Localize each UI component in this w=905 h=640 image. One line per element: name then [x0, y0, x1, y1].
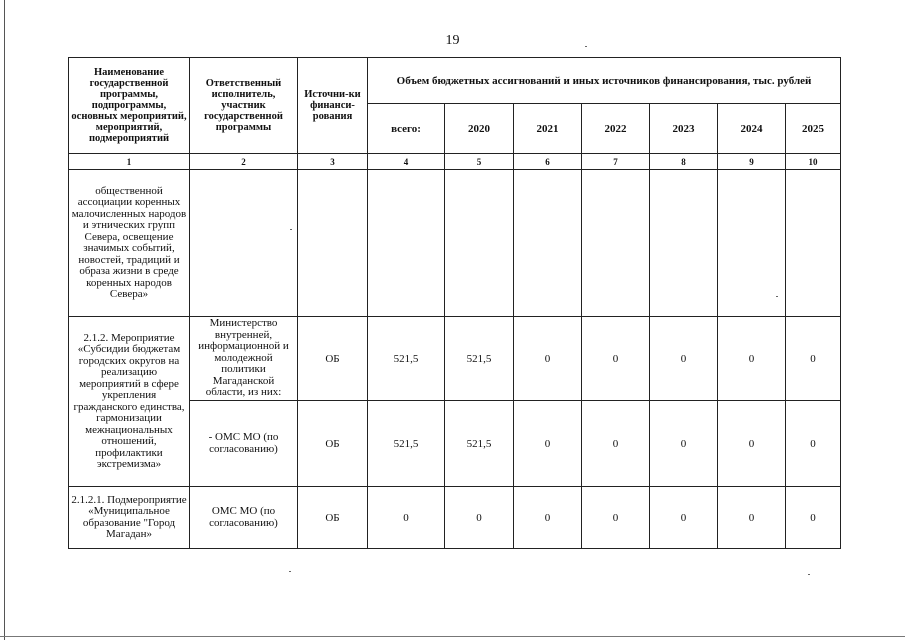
value-2025-cell: 0: [786, 487, 841, 549]
value-2023-cell: 0: [650, 401, 718, 487]
header-responsible: Ответственный исполнитель, участник государственной программы: [190, 58, 298, 154]
responsible-cell: Министерство внутренней, информационной и молодежной политики Магаданской области, из них:: [190, 317, 298, 401]
value-2023-cell: 0: [650, 487, 718, 549]
header-volume: Объем бюджетных ассигнований и иных источников финансирования, тыс. рублей: [368, 58, 841, 104]
row-name-cell: 2.1.2. Мероприятие «Субсидии бюджетам городских округов на реализацию мероприятий в сфере укрепления гражданского единства, гармонизации межнациональных отношений, профилактики экстремизма»: [69, 317, 190, 487]
header-year-2025: 2025: [786, 104, 841, 154]
index-cell: 8: [650, 154, 718, 170]
empty-cell: [298, 170, 368, 317]
index-cell: 10: [786, 154, 841, 170]
header-year-2023: 2023: [650, 104, 718, 154]
budget-table: [68, 57, 841, 549]
value-2021-cell: 0: [514, 401, 582, 487]
index-cell: 9: [718, 154, 786, 170]
table-row-2-1-2: [69, 317, 841, 401]
page-bottom-edge-rule: [0, 636, 905, 637]
responsible-cell: ОМС МО (по согласованию): [190, 487, 298, 549]
index-cell: 3: [298, 154, 368, 170]
index-cell: 5: [445, 154, 514, 170]
value-2023-cell: 0: [650, 317, 718, 401]
empty-cell: [368, 170, 445, 317]
value-2022-cell: 0: [582, 487, 650, 549]
value-2022-cell: 0: [582, 317, 650, 401]
header-year-total: всего:: [368, 104, 445, 154]
value-total-cell: 521,5: [368, 401, 445, 487]
value-2021-cell: 0: [514, 317, 582, 401]
table-row-2-1-2-1: [69, 487, 841, 549]
empty-cell: [514, 170, 582, 317]
empty-cell: [718, 170, 786, 317]
value-2025-cell: 0: [786, 401, 841, 487]
source-cell: ОБ: [298, 401, 368, 487]
column-index-row: [69, 154, 841, 170]
value-2020-cell: 521,5: [445, 317, 514, 401]
value-2024-cell: 0: [718, 401, 786, 487]
index-cell: 7: [582, 154, 650, 170]
header-row-1: [69, 58, 841, 104]
responsible-cell: - ОМС МО (по согласованию): [190, 401, 298, 487]
value-2020-cell: 0: [445, 487, 514, 549]
empty-cell: [445, 170, 514, 317]
scan-speck: [289, 571, 291, 572]
value-total-cell: 521,5: [368, 317, 445, 401]
source-cell: ОБ: [298, 317, 368, 401]
header-year-2024: 2024: [718, 104, 786, 154]
page-left-edge-rule: [4, 0, 5, 640]
row-name-cell: общественной ассоциации коренных малочисленных народов и этнических групп Севера, освещение значимых событий, новостей, традиций и образа жизни в среде коренных народов Севера»: [69, 170, 190, 317]
value-total-cell: 0: [368, 487, 445, 549]
header-year-2022: 2022: [582, 104, 650, 154]
value-2020-cell: 521,5: [445, 401, 514, 487]
table-row-continuation: [69, 170, 841, 317]
header-year-2020: 2020: [445, 104, 514, 154]
empty-cell: [190, 170, 298, 317]
empty-cell: [786, 170, 841, 317]
index-cell: 2: [190, 154, 298, 170]
value-2021-cell: 0: [514, 487, 582, 549]
row-name-cell: 2.1.2.1. Подмероприятие «Муниципальное образование "Город Магадан»: [69, 487, 190, 549]
empty-cell: [582, 170, 650, 317]
page-number: 19: [445, 33, 460, 48]
source-cell: ОБ: [298, 487, 368, 549]
header-name: Наименование государственной программы, подпрограммы, основных мероприятий, мероприятий, подмероприятий: [69, 58, 190, 154]
value-2022-cell: 0: [582, 401, 650, 487]
value-2025-cell: 0: [786, 317, 841, 401]
header-source: Источни-ки финанси-рования: [298, 58, 368, 154]
value-2024-cell: 0: [718, 317, 786, 401]
empty-cell: [650, 170, 718, 317]
index-cell: 1: [69, 154, 190, 170]
value-2024-cell: 0: [718, 487, 786, 549]
scan-speck: [808, 574, 810, 575]
header-year-2021: 2021: [514, 104, 582, 154]
index-cell: 6: [514, 154, 582, 170]
index-cell: 4: [368, 154, 445, 170]
